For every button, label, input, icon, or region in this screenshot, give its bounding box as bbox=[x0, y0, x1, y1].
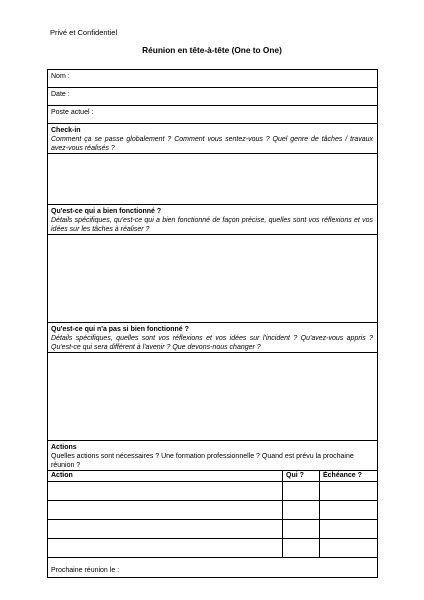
echeance-cell[interactable] bbox=[320, 520, 378, 539]
date-label: Date : bbox=[51, 91, 70, 98]
bad-answer-area[interactable] bbox=[48, 353, 378, 441]
action-cell[interactable] bbox=[48, 539, 283, 558]
good-title: Qu'est-ce qui a bien fonctionné ? bbox=[51, 208, 162, 215]
action-row bbox=[48, 482, 378, 501]
checkin-header-row bbox=[48, 124, 378, 154]
action-cell[interactable] bbox=[48, 501, 283, 520]
qui-cell[interactable] bbox=[283, 520, 320, 539]
actions-table-header bbox=[48, 471, 378, 482]
qui-cell[interactable] bbox=[283, 539, 320, 558]
echeance-cell[interactable] bbox=[320, 501, 378, 520]
date-row bbox=[48, 88, 378, 106]
nom-row bbox=[48, 70, 378, 88]
poste-label: Poste actuel : bbox=[51, 109, 94, 116]
action-cell[interactable] bbox=[48, 482, 283, 501]
poste-field[interactable] bbox=[48, 106, 378, 124]
echeance-cell[interactable] bbox=[320, 482, 378, 501]
nom-label: Nom : bbox=[51, 73, 70, 80]
action-row bbox=[48, 501, 378, 520]
bad-title: Qu'est-ce qui n'a pas si bien fonctionné ? bbox=[51, 326, 189, 333]
document-title: Réunion en tête-à-tête (One to One) bbox=[142, 45, 282, 55]
checkin-header bbox=[48, 124, 378, 154]
next-meeting-field[interactable] bbox=[48, 558, 378, 578]
good-answer-area[interactable] bbox=[48, 235, 378, 323]
actions-header bbox=[48, 441, 378, 471]
good-header-row bbox=[48, 205, 378, 235]
one-to-one-form bbox=[47, 69, 378, 578]
action-cell[interactable] bbox=[48, 520, 283, 539]
nom-field[interactable] bbox=[48, 70, 378, 88]
col-header-action: Action bbox=[48, 471, 283, 482]
echeance-cell[interactable] bbox=[320, 539, 378, 558]
col-header-echeance: Échéance ? bbox=[320, 471, 378, 482]
good-answer-row bbox=[48, 235, 378, 323]
next-meeting-row bbox=[48, 558, 378, 578]
col-header-qui: Qui ? bbox=[283, 471, 320, 482]
good-header bbox=[48, 205, 378, 235]
next-meeting-label: Prochaine réunion le : bbox=[51, 567, 120, 574]
qui-cell[interactable] bbox=[283, 501, 320, 520]
good-desc: Détails spécifiques, qu'est-ce qui a bien fonctionné de façon précise, quelles sont vos réflexions et vos idées sur les tâches à réaliser ? bbox=[51, 217, 374, 233]
confidential-label: Privé et Confidentiel bbox=[50, 28, 118, 37]
bad-header bbox=[48, 323, 378, 353]
qui-cell[interactable] bbox=[283, 482, 320, 501]
checkin-desc: Comment ça se passe globalement ? Comment vous sentez-vous ? Quel genre de tâches / travaux avez-vous réalisés ? bbox=[51, 136, 374, 152]
poste-row bbox=[48, 106, 378, 124]
checkin-answer-row bbox=[48, 154, 378, 205]
bad-header-row bbox=[48, 323, 378, 353]
checkin-answer-area[interactable] bbox=[48, 154, 378, 205]
actions-desc: Quelles actions sont nécessaires ? Une formation professionnelle ? Quand est prévu la prochaine réunion ? bbox=[51, 453, 354, 469]
bad-answer-row bbox=[48, 353, 378, 441]
checkin-title: Check-in bbox=[51, 127, 81, 134]
bad-desc: Détails spécifiques, quelles sont vos réflexions et vos idées sur l'incident ? Qu'avez-vous appris ? Qu'est-ce qui sera différent à l'avenir ? Que devons-nous changer ? bbox=[51, 335, 374, 351]
actions-title: Actions bbox=[51, 444, 77, 451]
actions-header-row bbox=[48, 441, 378, 471]
action-row bbox=[48, 539, 378, 558]
date-field[interactable] bbox=[48, 88, 378, 106]
action-row bbox=[48, 520, 378, 539]
